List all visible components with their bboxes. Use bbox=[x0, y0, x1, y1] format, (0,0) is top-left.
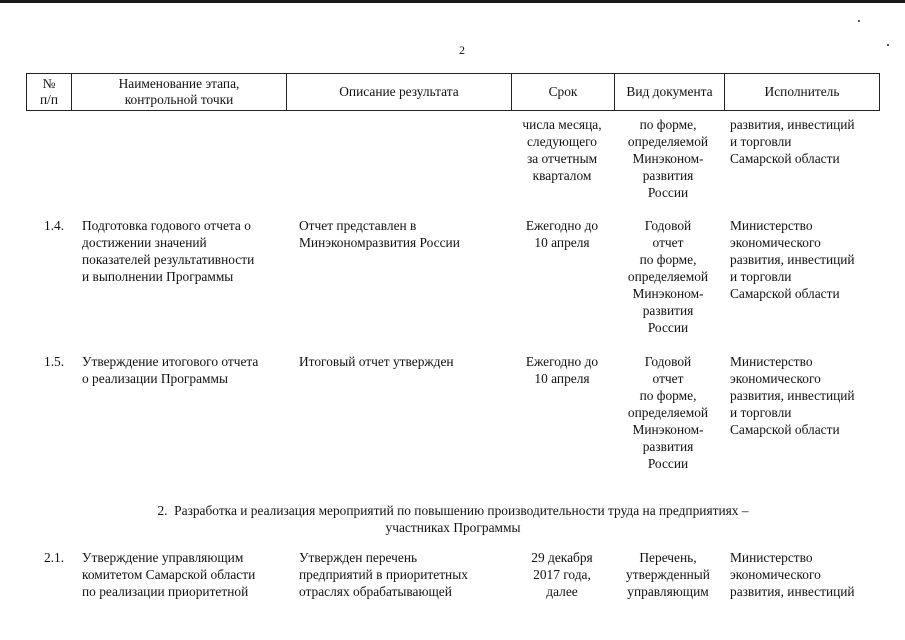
cell-stage: Утверждение управляющим комитетом Самарской области по реализации приоритетной bbox=[82, 550, 256, 599]
page-number: 2 bbox=[459, 43, 465, 57]
cell-term: Ежегодно до 10 апреля bbox=[525, 354, 599, 386]
table-header bbox=[26, 73, 880, 111]
cell-stage: Подготовка годового отчета о достижении значений показателей результативности и выполнении Программы bbox=[82, 218, 255, 284]
scan-speck bbox=[887, 44, 889, 46]
cell-stage: Утверждение итогового отчета о реализации Программы bbox=[82, 354, 259, 386]
header-result: Описание результата bbox=[339, 84, 459, 99]
cell-doc: Перечень, утвержденный управляющим bbox=[626, 550, 710, 599]
cell-doc: Годовой отчет по форме, определяемой Минэконом- развития России bbox=[627, 354, 709, 471]
cell-term: 29 декабря 2017 года, далее bbox=[531, 550, 593, 599]
cell-executor: Министерство экономического развития, инвестиций bbox=[730, 550, 855, 599]
cell-result: Итоговый отчет утвержден bbox=[299, 354, 454, 369]
section-heading: 2. Разработка и реализация мероприятий по повышению производительности труда на предприятиях – участниках Программы bbox=[157, 503, 749, 535]
header-doc: Вид документа bbox=[626, 84, 713, 99]
header-num: № п/п bbox=[39, 76, 59, 107]
cell-num: 1.4. bbox=[44, 218, 65, 233]
cell-result: Отчет представлен в Минэкономразвития России bbox=[299, 218, 460, 250]
cell-num: 2.1. bbox=[44, 550, 65, 565]
cell-executor: Министерство экономического развития, инвестиций и торговли Самарской области bbox=[730, 354, 855, 437]
cell-executor: Министерство экономического развития, инвестиций и торговли Самарской области bbox=[730, 218, 855, 301]
header-stage: Наименование этапа, контрольной точки bbox=[118, 76, 240, 107]
cell-doc: по форме, определяемой Минэконом- развития России bbox=[627, 117, 709, 200]
scan-speck bbox=[858, 20, 860, 22]
top-border-line bbox=[0, 0, 905, 3]
cell-result: Утвержден перечень предприятий в приоритетных отраслях обрабатывающей bbox=[299, 550, 468, 599]
cell-num: 1.5. bbox=[44, 354, 65, 369]
header-term: Срок bbox=[548, 84, 578, 99]
header-executor: Исполнитель bbox=[764, 84, 840, 99]
cell-doc: Годовой отчет по форме, определяемой Минэконом- развития России bbox=[627, 218, 709, 335]
cell-term: Ежегодно до 10 апреля bbox=[525, 218, 599, 250]
cell-term: числа месяца, следующего за отчетным кварталом bbox=[522, 117, 602, 183]
cell-executor: развития, инвестиций и торговли Самарской области bbox=[730, 117, 855, 166]
